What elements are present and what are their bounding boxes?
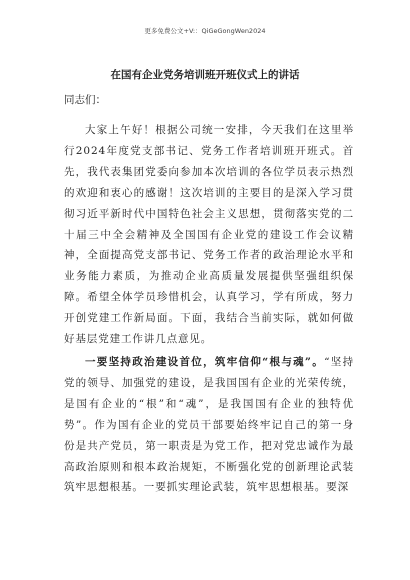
header-note: 更多免费公文+V:：QiGeGongWen2024 xyxy=(144,27,266,35)
section-heading: 一要坚持政治建设首位，筑牢信仰“根与魂”。 xyxy=(85,355,325,368)
salutation: 同志们： xyxy=(64,94,106,106)
paragraph-text: “坚持党的领导、加强党的建设，是我国国有企业的光荣传统，是国有企业的“根”和“魂”，是我国国有企业的独特优势”。作为国有企业的党员干部要始终牢记自己的第一身份是共产党员，第一职责是为党工作，把对党忠诚作为最高政治原则和根本政治规矩，不断强化党的创新理论武装筑牢思想根基。一要抓实理论武装，筑牢思想根基。要深 xyxy=(64,355,354,494)
page-title: 在国有企业党务培训班开班仪式上的讲话 xyxy=(110,69,300,81)
paragraph-opening xyxy=(64,120,354,350)
body-text xyxy=(64,120,354,500)
paragraph-text: 大家上午好！根据公司统一安排，今天我们在这里举行2024年度党支部书记、党务工作者培训班开班式。首先，我代表集团党委向参加本次培训的各位学员表示热烈的欢迎和衷心的感谢！这次培训的主要目的是深入学习贯彻习近平新时代中国特色社会主义思想，贯彻落实党的二十届三中全会精神及全国国有企业党的建设工作会议精神，全面提高党支部书记、党务工作者的政治理论水平和业务能力素质，为推动企业高质量发展提供坚强组织保障。希望全体学员珍惜机会，认真学习，学有所成，努力开创党建工作新局面。下面，我结合当前实际，就如何做好基层党建工作讲几点意见。 xyxy=(64,124,354,346)
paragraph-section-one xyxy=(64,352,354,498)
